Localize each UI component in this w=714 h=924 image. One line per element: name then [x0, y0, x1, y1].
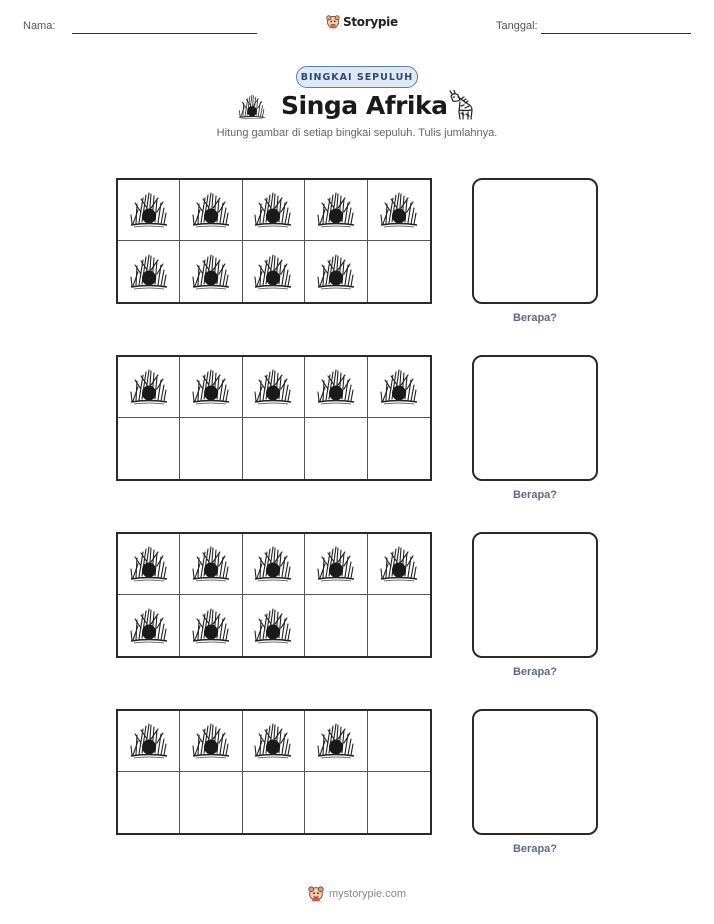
answer-prompt: Berapa?: [512, 843, 558, 855]
frame-cell: [243, 595, 305, 656]
footer-site: mystorypie.com: [328, 888, 407, 900]
grass-tuft-icon: [253, 606, 293, 646]
brand-name: Storypie: [343, 15, 398, 29]
grass-tuft-icon: [316, 721, 356, 761]
frame-cell: [180, 711, 242, 772]
frame-cell: [118, 711, 180, 772]
grass-tuft-icon: [253, 252, 293, 292]
date-label: Tanggal:: [496, 20, 538, 32]
frame-cell: [180, 772, 242, 833]
answer-box[interactable]: [472, 178, 598, 304]
frame-cell: [180, 595, 242, 656]
ten-frame: [116, 709, 432, 835]
grass-tuft-icon: [129, 721, 169, 761]
answer-prompt: Berapa?: [512, 489, 558, 501]
grass-tuft-icon: [253, 721, 293, 761]
grass-tuft-icon: [191, 606, 231, 646]
frame-cell: [305, 357, 367, 418]
frame-cell: [243, 241, 305, 302]
instructions: Hitung gambar di setiap bingkai sepuluh. Tulis jumlahnya.: [216, 127, 498, 139]
grass-tuft-icon: [316, 252, 356, 292]
answer-box[interactable]: [472, 355, 598, 481]
frame-cell: [118, 357, 180, 418]
ten-frame: [116, 178, 432, 304]
frame-cell: [368, 180, 430, 241]
frame-cell: [368, 241, 430, 302]
frame-cell: [368, 711, 430, 772]
frame-cell: [368, 357, 430, 418]
frame-cell: [180, 418, 242, 479]
frame-cell: [305, 180, 367, 241]
worksheet-badge: BINGKAI SEPULUH: [296, 66, 418, 88]
frame-cell: [368, 595, 430, 656]
grass-tuft-icon: [253, 367, 293, 407]
frame-cell: [243, 418, 305, 479]
frame-cell: [305, 711, 367, 772]
answer-box[interactable]: [472, 532, 598, 658]
ten-frame: [116, 532, 432, 658]
frame-cell: [305, 595, 367, 656]
grass-tuft-icon: [316, 544, 356, 584]
mascot-icon: [326, 14, 340, 30]
frame-cell: [243, 772, 305, 833]
frame-cell: [180, 357, 242, 418]
grass-tuft-icon: [238, 93, 266, 121]
grass-tuft-icon: [253, 544, 293, 584]
grass-tuft-icon: [129, 367, 169, 407]
grass-tuft-icon: [129, 606, 169, 646]
frame-cell: [305, 772, 367, 833]
frame-cell: [305, 241, 367, 302]
frame-cell: [180, 241, 242, 302]
page-title: Singa Afrika: [281, 91, 448, 120]
grass-tuft-icon: [191, 367, 231, 407]
answer-box[interactable]: [472, 709, 598, 835]
answer-prompt: Berapa?: [512, 666, 558, 678]
frame-cell: [243, 534, 305, 595]
frame-cell: [180, 534, 242, 595]
name-label: Nama:: [23, 20, 56, 32]
date-line[interactable]: [541, 33, 691, 34]
frame-cell: [305, 418, 367, 479]
grass-tuft-icon: [316, 367, 356, 407]
mascot-icon: [308, 886, 324, 902]
frame-cell: [118, 418, 180, 479]
grass-tuft-icon: [129, 190, 169, 230]
frame-cell: [243, 711, 305, 772]
frame-cell: [118, 534, 180, 595]
brand-logo: [326, 13, 398, 31]
grass-tuft-icon: [253, 190, 293, 230]
frame-cell: [118, 241, 180, 302]
zebra-icon: [446, 90, 476, 122]
title-row: [0, 90, 714, 126]
frame-cell: [180, 180, 242, 241]
name-line[interactable]: [72, 33, 257, 34]
grass-tuft-icon: [191, 252, 231, 292]
grass-tuft-icon: [191, 544, 231, 584]
frame-cell: [243, 357, 305, 418]
grass-tuft-icon: [316, 190, 356, 230]
grass-tuft-icon: [129, 544, 169, 584]
footer: [0, 886, 714, 902]
grass-tuft-icon: [379, 544, 419, 584]
grass-tuft-icon: [379, 190, 419, 230]
grass-tuft-icon: [129, 252, 169, 292]
frame-cell: [118, 772, 180, 833]
grass-tuft-icon: [379, 367, 419, 407]
frame-cell: [368, 534, 430, 595]
ten-frame: [116, 355, 432, 481]
frame-cell: [243, 180, 305, 241]
answer-prompt: Berapa?: [512, 312, 558, 324]
frame-cell: [368, 418, 430, 479]
frame-cell: [368, 772, 430, 833]
frame-cell: [118, 180, 180, 241]
frame-cell: [118, 595, 180, 656]
grass-tuft-icon: [191, 190, 231, 230]
grass-tuft-icon: [191, 721, 231, 761]
frame-cell: [305, 534, 367, 595]
